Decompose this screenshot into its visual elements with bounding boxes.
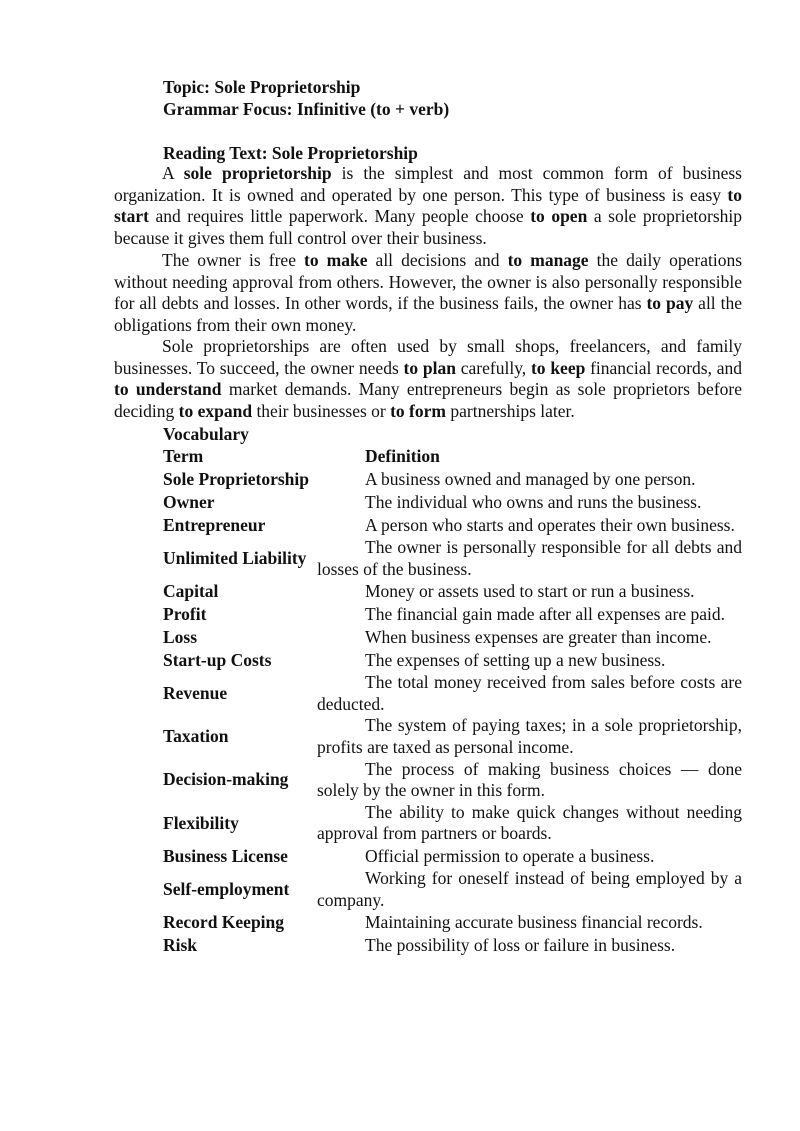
infinitive-highlight: sole proprietorship (183, 163, 332, 183)
vocabulary-definition: Maintaining accurate business financial records. (365, 911, 703, 932)
vocabulary-definition: A person who starts and operates their own business. (365, 514, 735, 535)
vocabulary-title: Vocabulary (163, 424, 249, 444)
text-run: all decisions and (367, 250, 508, 270)
vocabulary-term: Loss (163, 626, 198, 647)
text-run: financial records, and (585, 357, 743, 378)
vocabulary-header-row (114, 445, 742, 468)
text-run: partnerships later. (446, 400, 575, 421)
infinitive-highlight: to start (114, 184, 742, 227)
vocabulary-term: Record Keeping (163, 911, 285, 932)
vocabulary-row (114, 514, 742, 537)
vocabulary-definition: Working for oneself instead of being employed by a company. (317, 867, 742, 910)
vocabulary-term: Decision-making (163, 769, 289, 790)
infinitive-highlight: to pay (646, 293, 694, 314)
vocabulary-term: Sole Proprietorship (163, 468, 309, 489)
text-run: and requires little paperwork. Many people choose (148, 206, 531, 227)
vocabulary-row (114, 845, 742, 868)
vocabulary-definition: The possibility of loss or failure in business. (365, 934, 676, 955)
vocabulary-row (114, 802, 742, 845)
text-run: The owner is free (162, 250, 305, 270)
vocabulary-row (114, 491, 742, 514)
text-run: market demands. Many entrepreneurs begin as sole proprietors before deciding (114, 379, 742, 421)
vocabulary-definition: The process of making business choices — done solely by the owner in this form. (317, 758, 742, 801)
vocabulary-row (114, 580, 742, 603)
text-run: the daily operations without needing approval from others. However, the owner is also personally responsible for all debts and losses. In other words, if the business fails, the owner has (114, 250, 743, 314)
vocabulary-definition: The ability to make quick changes without needing approval from partners or boards. (317, 801, 742, 844)
text-run: A (162, 163, 184, 183)
vocabulary-definition: The financial gain made after all expenses are paid. (365, 603, 726, 624)
vocabulary-row (114, 468, 742, 491)
text-run: a sole proprietorship because it gives them full control over their business. (114, 206, 743, 248)
infinitive-highlight: to plan (403, 357, 456, 378)
paragraph-2 (114, 250, 742, 336)
vocabulary-row (114, 649, 742, 672)
vocabulary-row (114, 868, 742, 911)
vocabulary-definition: The owner is personally responsible for all debts and losses of the business. (317, 537, 742, 579)
vocabulary-row (114, 672, 742, 715)
vocabulary-row (114, 934, 742, 957)
vocabulary-term: Flexibility (163, 812, 239, 833)
infinitive-highlight: to make (304, 250, 368, 270)
vocabulary-row (114, 537, 742, 580)
vocabulary-term: Taxation (163, 726, 229, 747)
vocabulary-definition: Official permission to operate a business. (365, 845, 655, 866)
definition-column-header: Definition (365, 445, 440, 466)
infinitive-highlight: to manage (507, 250, 589, 270)
infinitive-highlight: to expand (178, 400, 253, 421)
vocabulary-definition: The individual who owns and runs the business. (365, 491, 702, 512)
infinitive-highlight: to keep (530, 357, 586, 378)
vocabulary-term: Start-up Costs (163, 649, 272, 670)
vocabulary-term: Risk (163, 934, 198, 955)
text-run: all the obligations from their own money. (114, 293, 742, 335)
vocabulary-term: Profit (163, 603, 207, 624)
vocabulary-definition: A business owned and managed by one person. (365, 468, 696, 489)
vocabulary-term: Capital (163, 580, 219, 601)
reading-title: Reading Text: Sole Proprietorship (163, 143, 418, 163)
infinitive-highlight: to open (530, 206, 588, 227)
vocabulary-term: Entrepreneur (163, 514, 266, 535)
text-run: is the simplest and most common form of business organization. It is owned and operated by one person. This type of business is easy (114, 163, 742, 205)
topic-heading: Topic: Sole Proprietorship (163, 77, 361, 97)
vocabulary-term: Revenue (163, 682, 228, 703)
text-run: Sole proprietorships are often used by small shops, freelancers, and family businesses. To succeed, the owner needs (114, 336, 742, 378)
vocabulary-term: Owner (163, 491, 215, 512)
infinitive-highlight: to understand (114, 379, 222, 400)
vocabulary-row (114, 603, 742, 626)
vocabulary-definition: The total money received from sales before costs are deducted. (317, 672, 742, 714)
text-run: carefully, (455, 357, 531, 378)
vocabulary-table (114, 445, 742, 957)
vocabulary-row (114, 759, 742, 802)
term-column-header: Term (163, 445, 204, 466)
vocabulary-definition: The expenses of setting up a new business. (365, 649, 666, 670)
vocabulary-row (114, 626, 742, 649)
paragraph-3 (114, 336, 742, 422)
vocabulary-definition: When business expenses are greater than income. (365, 626, 712, 647)
vocabulary-term: Unlimited Liability (163, 547, 307, 568)
text-run: their businesses or (252, 400, 391, 421)
vocabulary-term: Self-employment (163, 878, 290, 899)
grammar-focus-heading: Grammar Focus: Infinitive (to + verb) (163, 99, 450, 119)
paragraph-1 (114, 163, 742, 249)
vocabulary-definition: The system of paying taxes; in a sole proprietorship, profits are taxed as personal income. (317, 715, 742, 757)
vocabulary-row (114, 715, 742, 758)
vocabulary-definition: Money or assets used to start or run a business. (365, 580, 695, 601)
vocabulary-row (114, 911, 742, 934)
vocabulary-term: Business License (163, 845, 288, 866)
infinitive-highlight: to form (390, 400, 446, 421)
